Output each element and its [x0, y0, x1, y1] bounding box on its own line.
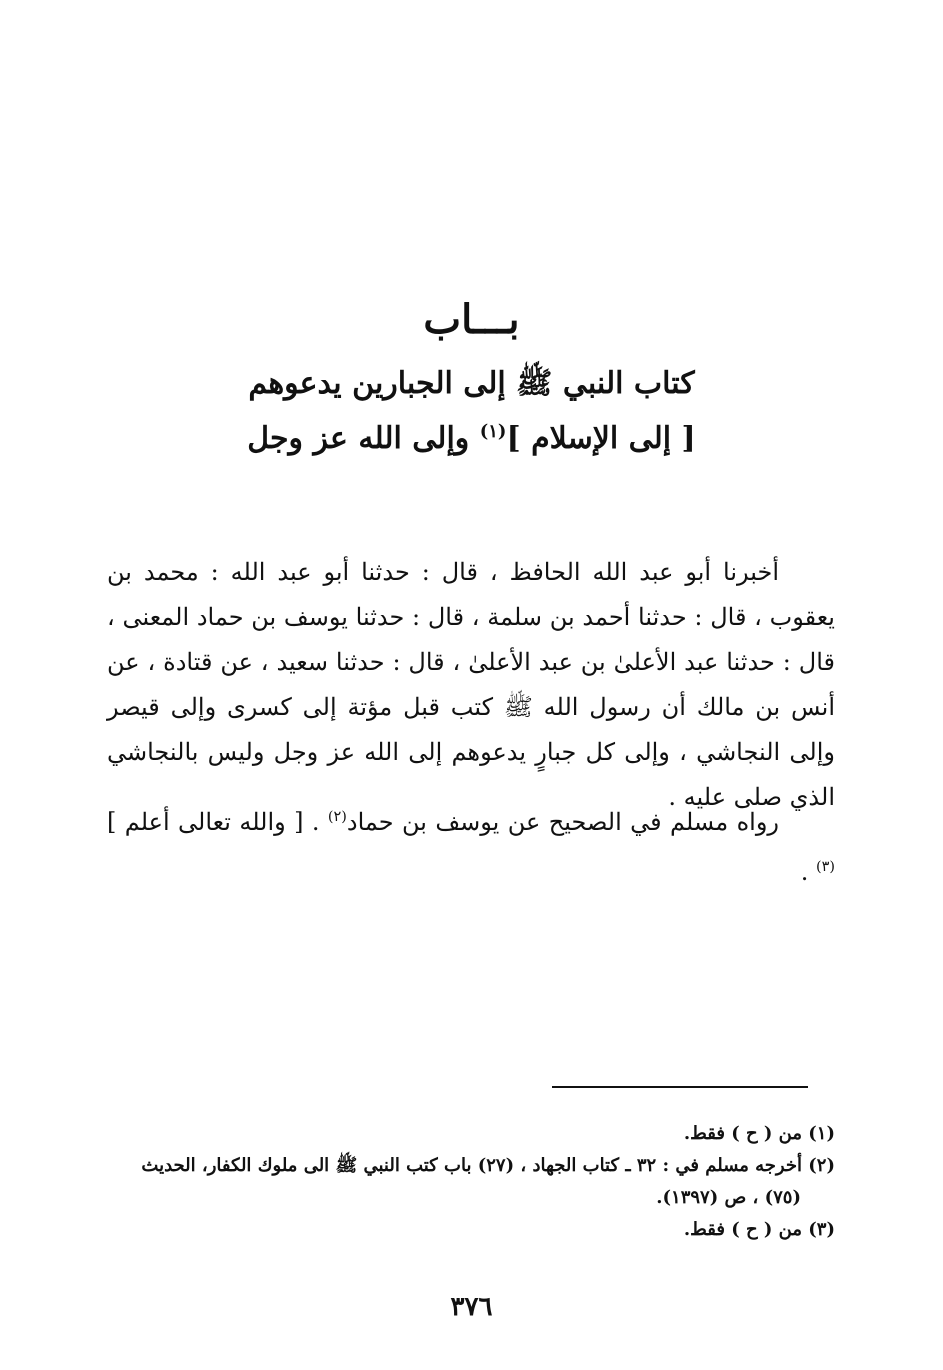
footnote-number: (٢)	[808, 1155, 835, 1176]
narration-paragraph	[107, 795, 835, 895]
hadith-text: أخبرنا أبو عبد الله الحافظ ، قال : حدثنا أبو عبد الله : محمد بن يعقوب ، قال : حدثنا أحمد بن سلمة ، قال : حدثنا يوسف بن حماد المعنى ، قال : حدثنا عبد الأعلىٰ بن عبد الأعلىٰ ، قال : حدثنا سعيد ، عن قتادة ، عن أنس بن مالك أن رسول الله ﷺ كتب قبل مؤتة إلى كسرى وإلى قيصر وإلى النجاشي ، وإلى كل جبارٍ يدعوهم إلى الله عز وجل وليس بالنجاشي الذي صلى عليه .	[107, 558, 835, 811]
page-number: ٣٧٦	[450, 1292, 493, 1322]
footnote-ref-3: (٣)	[816, 859, 835, 875]
footnotes	[107, 1118, 835, 1246]
footnote-number: (٣)	[808, 1219, 835, 1240]
chapter-title-line-1: كتاب النبي ﷺ إلى الجبارين يدعوهم	[248, 366, 695, 401]
footnote-2	[107, 1150, 835, 1214]
hadith-paragraph	[107, 550, 835, 820]
footnote-1	[107, 1118, 835, 1150]
footnote-text: من ( ح ) فقط.	[683, 1123, 809, 1144]
chapter-title-line-2	[200, 408, 743, 463]
chapter-title-rest: وإلى الله عز وجل	[247, 421, 480, 456]
narration-closing: . [ والله تعالى أعلم ]	[107, 808, 328, 836]
footnote-continuation: (٧٥) ، ص (١٣٩٧).	[656, 1187, 801, 1208]
footnote-3	[107, 1214, 835, 1246]
chapter-title-bracketed: [ إلى الإسلام ]	[506, 421, 696, 456]
footnote-number: (١)	[808, 1123, 835, 1144]
narration-text: رواه مسلم في الصحيح عن يوسف بن حماد	[346, 808, 779, 836]
chapter-heading: بـــاب	[423, 296, 520, 343]
chapter-title	[200, 360, 743, 463]
narration-end: .	[800, 858, 817, 886]
footnote-separator	[552, 1086, 808, 1088]
footnote-text: من ( ح ) فقط.	[683, 1219, 809, 1240]
footnote-ref-2: (٢)	[327, 809, 347, 825]
footnote-ref-1: (١)	[479, 421, 507, 442]
footnote-text: أخرجه مسلم في : ٣٢ ـ كتاب الجهاد ، (٢٧) باب كتب النبي ﷺ الى ملوك الكفار، الحديث	[141, 1155, 809, 1176]
